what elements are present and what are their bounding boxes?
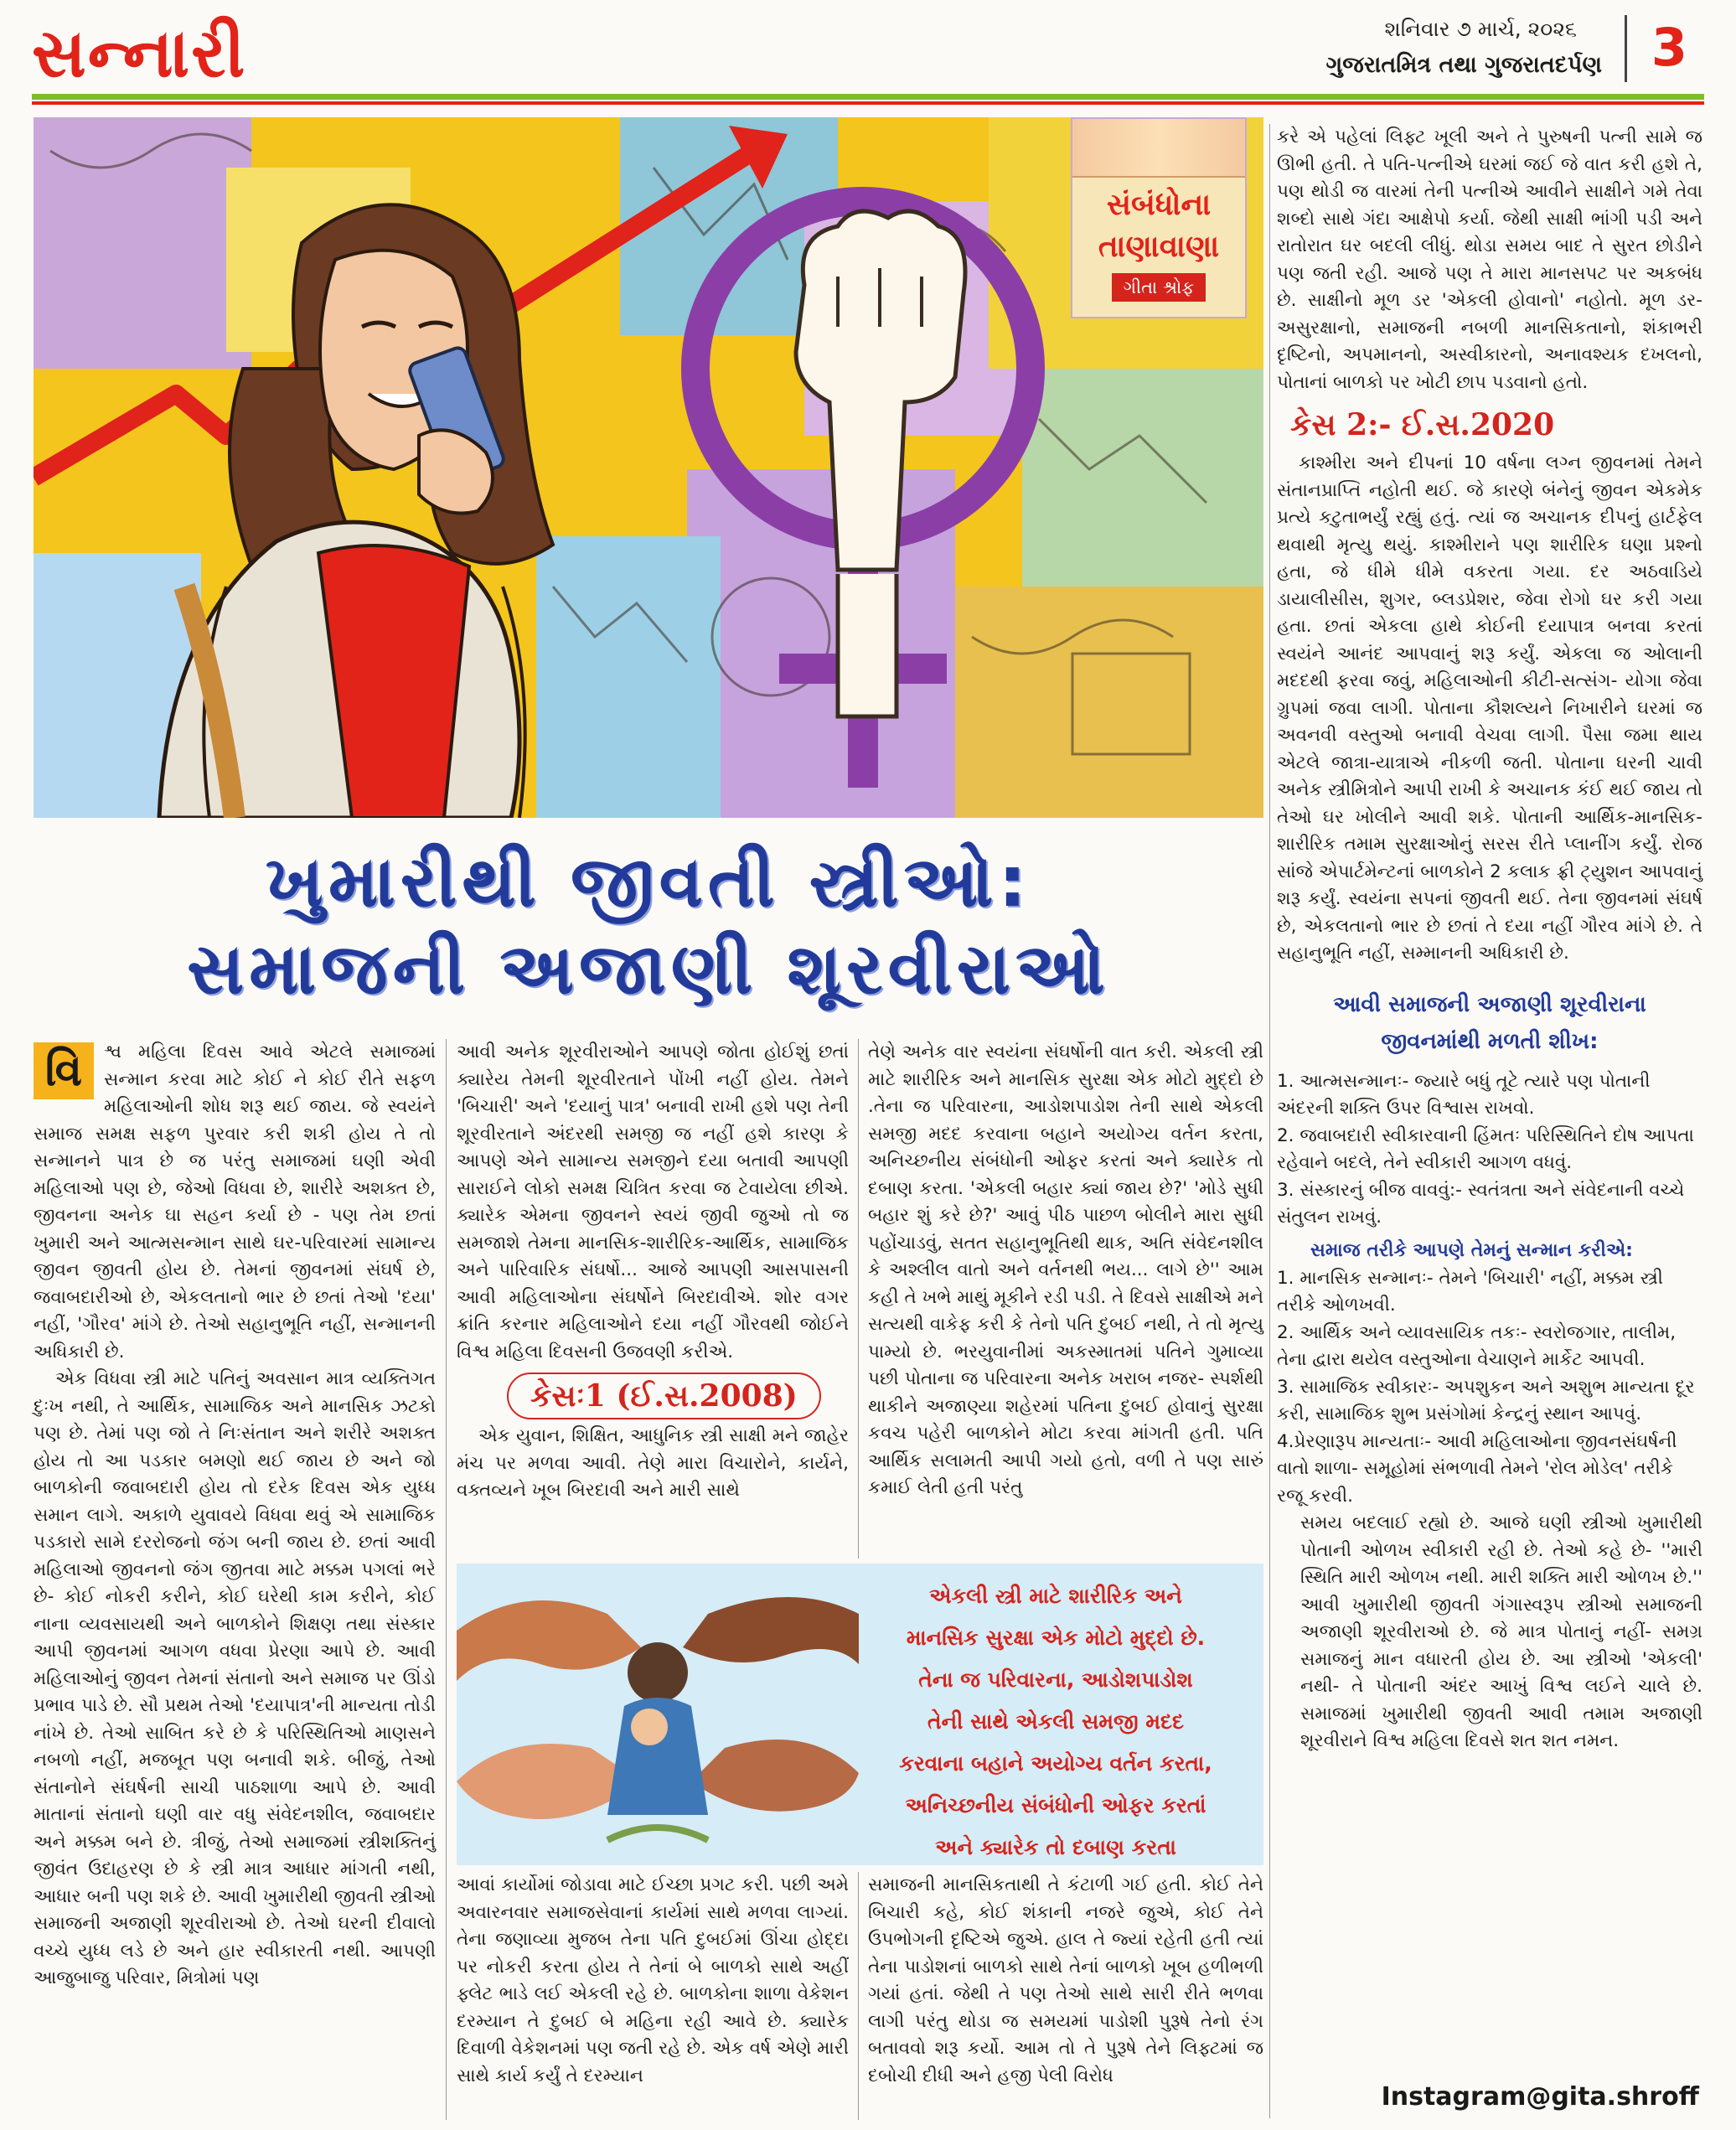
article-column-3-bottom	[868, 1872, 1263, 2090]
pull-quote-line: કરવાના બહાને અયોગ્ય વર્તન કરતા,	[899, 1751, 1212, 1776]
respect-heading: સમાજ તરીકે આપણે તેમનું સન્માન કરીએ:	[1310, 1239, 1633, 1261]
pull-quote-text	[863, 1575, 1248, 1865]
widow-paragraph: એક વિધવા સ્ત્રી માટે પતિનું અવસાન માત્ર વ્યક્તિગત દુઃખ નથી, તે આર્થિક, સામાજિક અને માનસિક ઝટકો પણ છે. તેમાં પણ જો તે નિઃસંતાન અને શરીરે અશક્ત હોય તો આ પડકાર બમણો થઈ જાય છે અને જો બાળકોની જવાબદારી હોય તો દરેક દિવસ એક યુધ્ધ સમાન લાગે. અકાળે યુવાવયે વિધવા થવું એ સામાજિક પડકારો સામે દરરોજનો જંગ બની જાય છે. છતાં આવી મહિલાઓ જીવનનો જંગ જીતવા માટે મક્કમ પગલાં ભરે છે- કોઈ નોકરી કરીને, કોઈ ઘરેથી કામ કરીને, કોઈ નાના વ્યવસાયથી અને બાળકોને શિક્ષણ તથા સંસ્કાર આપી જીવનમાં આગળ વધવા પ્રેરણા આપે છે. આવી મહિલાઓનું જીવન તેમનાં સંતાનો અને સમાજ પર ઊંડો પ્રભાવ પાડે છે. સૌ પ્રથમ તેઓ 'દયાપાત્ર'ની માન્યતા તોડી નાંખે છે. તેઓ સાબિત કરે છે કે પરિસ્થિતિઓ માણસને નબળો નહીં, મજબૂત પણ બનાવી શકે. બીજું, તેઓ સંતાનોને સંઘર્ષની સાચી પાઠશાળા આપે છે. આવી માતાનાં સંતાનો ઘણી વાર વધુ સંવેદનશીલ, જવાબદાર અને મક્કમ બને છે. ત્રીજું, તેઓ સમાજમાં સ્ત્રીશક્તિનું જીવંત ઉદાહરણ છે કે સ્ત્રી માત્ર આધાર માંગતી નથી, આધાર બની પણ શકે છે. આવી ખુમારીથી જીવતી સ્ત્રીઓ સમાજની અજાણી શૂરવીરાઓ છે. તેઓ ઘરની દીવાલો વચ્ચે યુધ્ધ લડે છે અને હાર સ્વીકારતી નથી. આપણી આજુબાજુ પરિવાર, મિત્રોમાં પણ	[34, 1368, 436, 1988]
drop-cap: વિ	[34, 1042, 94, 1099]
pull-quote-line: અનિચ્છનીય સંબંધોની ઓફર કરતાં	[905, 1793, 1206, 1817]
lesson-item: 2. જવાબદારી સ્વીકારવાની હિંમતઃ પરિસ્થિતિને દોષ આપતા રહેવાને બદલે, તેને સ્વીકારી આગળ વધવું.	[1277, 1124, 1694, 1173]
article-column-1	[34, 1039, 436, 1993]
pull-quote-line: એકલી સ્ત્રી માટે શારીરિક અને	[929, 1584, 1182, 1608]
pull-quote-line: તેની સાથે એકલી સમજી મદદ	[927, 1709, 1184, 1734]
headline-line-2: સમાજની અજાણી શૂરવીરાઓ	[187, 928, 1110, 1010]
hero-illustration	[34, 117, 1263, 818]
lesson-item: 3. સંસ્કારનું બીજ વાવવું:- સ્વતંત્રતા અને સંવેદનાની વચ્ચે સંતુલન રાખવું.	[1277, 1179, 1685, 1228]
lessons-heading-line-1: આવી સમાજની અજાણી શૂરવીરાના	[1333, 991, 1646, 1017]
badge-children-icon	[1072, 119, 1245, 178]
pull-quote-box	[457, 1564, 1263, 1865]
column-rule-2	[858, 1039, 859, 1559]
article-column-3	[868, 1039, 1263, 1502]
column-rule-1	[446, 1039, 447, 2120]
case-1-heading: કેસઃ1 (ઈ.સ.2008)	[507, 1373, 821, 1419]
header-rule-red	[32, 101, 1704, 105]
pull-quote-line: અને ક્યારેક તો દબાણ કરતા	[935, 1835, 1176, 1859]
col2-paragraph-1: આવી અનેક શૂરવીરાઓને આપણે જોતા હોઈશું છતાં ક્યારેય તેમની શૂરવીરતાને પોંખી નહીં હોય. તેમને 'બિચારી' અને 'દયાનું પાત્ર' બનાવી રાખી હશે પણ તેની શૂરવીરતાને અંદરથી સમજી જ નહીં હશે કારણ કે આપણે એને સામાન્ય સમજીને દયા બતાવી આપણી સારાઈને લોકો સમક્ષ ચિત્રિત કરવા જ ટેવાયેલા છીએ. ક્યારેક એમના જીવનને સ્વયં જીવી જુઓ તો જ સમજાશે તેમના માનસિક-શારીરિક-આર્થિક, સામાજિક અને પારિવારિક સંઘર્ષો... આજે આપણી આસપાસની આવી મહિલાઓના સંઘર્ષોને બિરદાવીએ. શોર વગર ક્રાંતિ કરનાર મહિલાઓને દયા નહીં ગૌરવથી જોઈને વિશ્વ મહિલા દિવસની ઉજવણી કરીએ.	[457, 1042, 849, 1362]
article-column-4	[1277, 124, 1702, 1755]
pull-quote-line: માનસિક સુરક્ષા એક મોટો મુદ્દો છે.	[906, 1626, 1206, 1650]
badge-author: ગીતા શ્રોફ	[1112, 273, 1206, 302]
respect-item: 4.પ્રેરણારૂપ માન્યતાઃ- આવી મહિલાઓના જીવનસંઘર્ષની વાતો શાળા- સમૂહોમાં સંભળાવી તેમને 'રોલ મોડેલ' તરીકે રજૂ કરવી.	[1277, 1430, 1677, 1507]
newspaper-name: ગુજરાતમિત્ર તથા ગુજરાતદર્પણ	[1325, 52, 1602, 78]
col4-paragraph-2: કાશ્મીરા અને દીપનાં 10 વર્ષના લગ્ન જીવનમાં તેમને સંતાનપ્રાપ્તિ નહોતી થઈ. જે કારણે બંનેનું જીવન એકમેક પ્રત્યે કટુતાભર્યું રહ્યું હતું. ત્યાં જ અચાનક દીપનું હાર્ટફેલ થવાથી મૃત્યુ થયું. કાશ્મીરાને પણ શારીરિક ઘણા પ્રશ્નો હતા, જે ધીમે ધીમે વકરતા ગયા. દર અઠવાડિયે ડાયાલીસીસ, શુગર, બ્લડપ્રેશર, જેવા રોગો ઘર કરી ગયા હતા. છતાં એકલા હાથે કોઈની દયાપાત્ર બનવા કરતાં સ્વયંને આનંદ આપવાનું શરૂ કર્યું. એકલા જ ઓલાની મદદથી ફરવા જવું, મહિલાઓની કીટી-સત્સંગ- યોગા જેવા ગ્રુપમાં જવા લાગી. પોતાના કૌશલ્યને નિખારીને ઘરમાં જ અવનવી વસ્તુઓ બનાવી વેચવા લાગી. પૈસા જમા થાય એટલે જાત્રા-યાત્રાએ નીકળી જતી. પોતાના ઘરની ચાવી અનેક સ્ત્રીમિત્રોને આપી રાખી કે અચાનક કંઈ થઈ જાય તો તેઓ ઘર ખોલીને આવી શકે. પોતાની આર્થિક-માનસિક-શારીરિક તમામ સુરક્ષાઓનું સરસ રીતે પ્લાનીંગ કર્યું. રોજ સાંજે એપાર્ટમેન્ટનાં બાળકોને 2 કલાક ફ્રી ટ્યુશન આપવાનું શરૂ કર્યું. સ્વયંના સપનાં જીવતી થઈ. તેના જીવનમાં સંઘર્ષ છે, એકલતાનો ભાર છે છતાં તે દયા નહીં ગૌરવ માંગે છે. તે સહાનુભૂતિ નહીં, સમ્માનની અધિકારી છે.	[1277, 452, 1702, 964]
col2-paragraph-2: એક યુવાન, શિક્ષિત, આધુનિક સ્ત્રી સાક્ષી મને જાહેર મંચ પર મળવા આવી. તેણે મારા વિચારોને, કાર્યને, વક્તવ્યને ખૂબ બિરદાવી અને મારી સાથે	[457, 1425, 849, 1501]
hands-illustration	[457, 1564, 859, 1865]
masthead	[0, 0, 1736, 92]
lessons-heading-line-2: જીવનમાંથી મળતી શીખ:	[1381, 1028, 1599, 1054]
case-2-heading: કેસ 2:- ઈ.સ.2020	[1290, 407, 1555, 442]
article-column-2-bottom	[457, 1872, 849, 2090]
article-column-2	[457, 1039, 849, 1505]
header-divider	[1625, 15, 1627, 82]
respect-item: 1. માનસિક સન્માનઃ- તેમને 'બિચારી' નહીં, મક્કમ સ્ત્રી તરીકે ઓળખવી.	[1277, 1267, 1663, 1316]
col4-paragraph-1: કરે એ પહેલાં લિફ્ટ ખૂલી અને તે પુરુષની પત્ની સામે જ ઊભી હતી. તે પતિ-પત્નીએ ઘરમાં જઈ જે વાત કરી હશે તે, પણ થોડી જ વારમાં તેની પત્નીએ આવીને સાક્ષીને ગમે તેવા શબ્દો સાથે ગંદા આક્ષેપો કર્યા. જેથી સાક્ષી ભાંગી પડી અને રાતોરાત ઘર બદલી લીધું. થોડા સમય બાદ તે સુરત છોડીને પણ જતી રહી. આજે પણ તે મારા માનસપટ પર અકબંધ છે. સાક્ષીનો મૂળ ડર 'એકલી હોવાનો' નહોતો. મૂળ ડર- અસુરક્ષાનો, સમાજની નબળી માનસિકતાનો, શંકાભરી દૃષ્ટિનો, અપમાનનો, અસ્વીકારનો, અનાવશ્યક દખલનો, પોતાનાં બાળકો પર ખોટી છાપ પડવાનો હતો.	[1277, 127, 1702, 393]
section-title: સન્નારી	[32, 13, 247, 92]
intro-paragraph	[34, 1039, 436, 1366]
issue-date: શનિવાર ૭ માર્ચ, ૨૦૨૬	[1384, 17, 1577, 41]
header-rule-green	[32, 94, 1704, 100]
column-badge	[1071, 117, 1247, 318]
instagram-handle: Instagram@gita.shroff	[1381, 2082, 1699, 2112]
lessons-heading	[1277, 986, 1702, 1060]
col3-paragraph-1: તેણે અનેક વાર સ્વયંના સંઘર્ષોની વાત કરી. એકલી સ્ત્રી માટે શારીરિક અને માનસિક સુરક્ષા એક મોટો મુદ્દો છે .તેના જ પરિવારના, આડોશપાડોશ તેની સાથે એકલી સમજી મદદ કરવાના બહાને અયોગ્ય વર્તન કરતા, અનિચ્છનીય સંબંધોની ઓફર કરતાં અને ક્યારેક તો દબાણ કરતા. 'એકલી બહાર ક્યાં જાય છે?' 'મોડે સુધી બહાર શું કરે છે?' આવું પીઠ પાછળ બોલીને મારા સુધી પહોંચાડવું, સતત સહાનુભૂતિથી થાક, અતિ સંવેદનશીલ કે અશ્લીલ વાતો અને વર્તનથી ભય... લાગે છે'' આમ કહી તે ખભે માથું મૂકીને રડી પડી. તે દિવસે સાક્ષીએ મને સત્યથી વાકેફ કરી કે તેનો પતિ દુબઈ નથી, તે તો મૃત્યુ પામ્યો છે. ભરયુવાનીમાં અકસ્માતમાં પતિને ગુમાવ્યા પછી પોતાના જ પરિવારના અનેક ખરાબ નજર- સ્પર્શથી થાકીને અજાણ્યા શહેરમાં પતિના દુબઈ હોવાનું સુરક્ષા કવચ પહેરી બાળકોને મોટા કરવા માંગતી હતી. પતિ આર્થિક સલામતી આપી ગયો હતો, વળી તે પણ સારું કમાઈ લેતી હતી પરંતુ	[868, 1042, 1263, 1498]
respect-item: 2. આર્થિક અને વ્યાવસાયિક તકઃ- સ્વરોજગાર, તાલીમ, તેના દ્વારા થયેલ વસ્તુઓના વેચાણને માર્કેટ આપવી.	[1277, 1321, 1677, 1370]
page-number: 3	[1651, 17, 1687, 78]
pull-quote-line: તેના જ પરિવારના, આડોશપાડોશ	[918, 1667, 1193, 1692]
column-rule-3	[858, 1872, 859, 2120]
intro-text: શ્વ મહિલા દિવસ આવે એટલે સમાજમાં સન્માન કરવા માટે કોઈ ને કોઈ રીતે સફળ મહિલાઓની શોધ શરૂ થઈ જાય. જે સ્વયંને સમાજ સમક્ષ સફળ પુરવાર કરી શકી હોય તે તો સન્માનને પાત્ર છે જ પરંતુ સમાજમાં ઘણી એવી મહિલાઓ પણ છે, જેઓ વિધવા છે, શારીરે અશક્ત છે, જીવનના અનેક ઘા સહન કર્યા છે - પણ તેમ છતાં ખુમારી અને આત્મસન્માન સાથે ઘર-પરિવારમાં સામાન્ય જીવન જીવતી હોય છે. તેમનાં જીવનમાં સંઘર્ષ છે, જવાબદારીઓ છે, એકલતાનો ભાર છે છતાં તેઓ 'દયા' નહીં, 'ગૌરવ' માંગે છે. તેઓ સહાનુભૂતિ નહીં, સન્માનની અધિકારી છે.	[34, 1042, 436, 1362]
respect-item: 3. સામાજિક સ્વીકારઃ- અપશુકન અને અશુભ માન્યતા દૂર કરી, સામાજિક શુભ પ્રસંગોમાં કેન્દ્રનું સ્થાન આપવું.	[1277, 1376, 1695, 1424]
article-headline	[34, 838, 1263, 1012]
col2-paragraph-3: આવાં કાર્યોમાં જોડાવા માટે ઈચ્છા પ્રગટ કરી. પછી અમે અવારનવાર સમાજસેવાનાં કાર્યમાં સાથે મળવા લાગ્યાં. તેના જણાવ્યા મુજબ તેના પતિ દુબઈમાં ઊંચા હોદ્દા પર નોકરી કરતા હોય તે તેનાં બે બાળકો સાથે અહીં ફ્લેટ ભાડે લઈ એકલી રહે છે. બાળકોના શાળા વેકેશન દરમ્યાન તે દુબઈ બે મહિના રહી આવે છે. ક્યારેક દિવાળી વેકેશનમાં પણ જતી રહે છે. એક વર્ષ એણે મારી સાથે કાર્ય કર્યું તે દરમ્યાન	[457, 1874, 849, 2086]
col3-paragraph-2: સમાજની માનસિકતાથી તે કંટાળી ગઈ હતી. કોઈ તેને બિચારી કહે, કોઈ શંકાની નજરે જુએ, કોઈ તેને ઉપભોગની દૃષ્ટિએ જુએ. હાલ તે જ્યાં રહેતી હતી ત્યાં તેના પાડોશનાં બાળકો સાથે તેનાં બાળકો ખૂબ હળીભળી ગયાં હતાં. જેથી તે પણ તેઓ સાથે સારી રીતે ભળવા લાગી પરંતુ થોડા જ સમયમાં પાડોશી પુરૂષે તેનો રંગ બતાવવો શરૂ કર્યો. આમ તો તે પુરૂષે તેને લિફ્ટમાં જ દબોચી દીધી અને હજી પેલી વિરોધ	[868, 1874, 1263, 2086]
column-rule-4	[1269, 124, 1270, 2118]
closing-paragraph: સમય બદલાઈ રહ્યો છે. આજે ઘણી સ્ત્રીઓ ખુમારીથી પોતાની ઓળખ સ્વીકારી રહી છે. તેઓ કહે છે- ''મારી સ્થિતિ મારી ઓળખ નથી. મારી શક્તિ મારી ઓળખ છે.'' આવી ખુમારીથી જીવતી ગંગાસ્વરૂપ સ્ત્રીઓ સમાજની અજાણી શૂરવીરાઓ છે. જે માત્ર પોતાનું નહીં- સમગ્ર સમાજનું માન વધારતી હોય છે. આ સ્ત્રીઓ 'એકલી' નથી- તે પોતાની અંદર આખું વિશ્વ લઈને ચાલે છે. સમાજમાં ખુમારીથી જીવતી આવી તમામ અજાણી શૂરવીરાને વિશ્વ મહિલા દિવસે શત શત નમન.	[1300, 1512, 1702, 1751]
headline-line-1: ખુમારીથી જીવતી સ્ત્રીઓ:	[265, 840, 1032, 923]
badge-title-2: તાણાવાણા	[1098, 230, 1220, 264]
badge-title-1: સંબંધોના	[1106, 188, 1212, 222]
lesson-item: 1. આત્મસન્માનઃ- જ્યારે બધું તૂટે ત્યારે પણ પોતાની અંદરની શક્તિ ઉપર વિશ્વાસ રાખવો.	[1277, 1070, 1651, 1119]
